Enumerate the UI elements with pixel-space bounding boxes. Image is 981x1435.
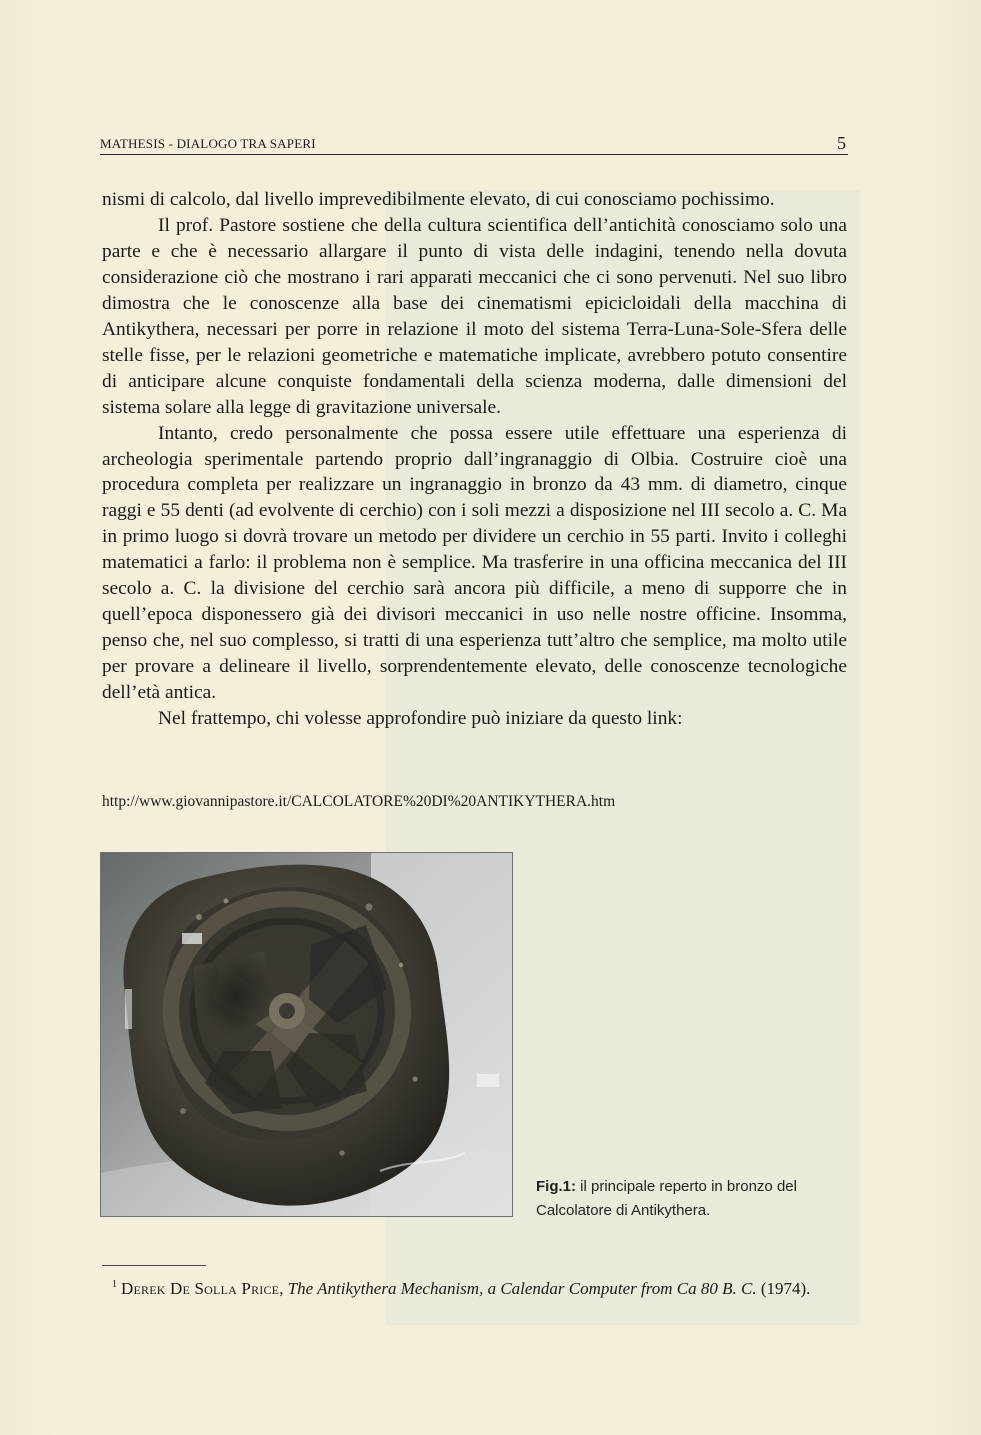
footnote-separator: , [279, 1279, 288, 1298]
paragraph-3: Intanto, credo personalmente che possa essere utile effettuare una esperienza di archeologia sperimentale partendo proprio dall’ingranaggio di Olbia. Costruire cioè una procedura completa per realizzare un ingranaggio in bronzo da 43 mm. di diametro, cinque raggi e 55 denti (ad evolvente di cerchio) con i soli mezzi a disposizione nel III secolo a. C. Ma in primo luogo si dovrà trovare un metodo per dividere un cerchio in 55 parti. Invito i colleghi matematici a farlo: il problema non è semplice. Ma trasferire in una officina meccanica del III secolo a. C. la divisione del cerchio sarà ancora più difficile, a meno di supporre che in quell’epoca disponessero già dei divisori meccanici in uso nelle nostre officine. Insomma, penso che, nel suo complesso, si tratti di una esperienza tutt’altro che semplice, ma molto utile per provare a delineare il livello, sorprendentemente elevato, delle conoscenze tecnologiche dell’età antica. [102, 422, 847, 704]
paragraph-4: Nel frattempo, chi volesse approfondire può iniziare da questo link: [158, 708, 683, 730]
page-number: 5 [837, 133, 846, 153]
footnote-marker: 1 [112, 1279, 117, 1290]
figure-caption-text: il principale reperto in bronzo del Calcolatore di Antikythera. [536, 1178, 797, 1219]
footnote [102, 1272, 848, 1301]
antikythera-fragment-photo [100, 852, 513, 1217]
journal-title: MATHESIS - DIALOGO TRA SAPERI [100, 136, 316, 151]
footnote-year: (1974). [756, 1279, 811, 1298]
footnote-author: Derek De Solla Price [121, 1279, 280, 1298]
reference-link[interactable]: http://www.giovannipastore.it/CALCOLATORE%20DI%20ANTIKYTHERA.htm [102, 793, 616, 810]
paragraph-2: Il prof. Pastore sostiene che della cultura scientifica dell’antichità conosciamo solo una parte e che è necessario allargare il punto di vista delle indagini, tenendo nella dovuta considerazione ciò che mostrano i rari apparati meccanici che ci sono pervenuti. Nel suo libro dimostra che le conoscenze alla base dei cinematismi epicicloidali della macchina di Antikythera, necessari per porre in relazione il moto del sistema Terra-Luna-Sole-Sfera delle stelle fisse, per le relazioni geometriche e matematiche implicate, avrebbero potuto consentire di anticipare alcune conquiste fondamentali della scienza moderna, dalle dimensioni del sistema solare alla legge di gravitazione universale. [102, 214, 847, 418]
footnote-title: The Antikythera Mechanism, a Calendar Computer from Ca 80 B. C. [287, 1279, 757, 1298]
article-body [102, 187, 847, 732]
figure-label: Fig.1: [536, 1178, 576, 1195]
paragraph-1: nismi di calcolo, dal livello imprevedibilmente elevato, di cui conosciamo pochissimo. [102, 189, 775, 210]
running-header [100, 134, 848, 155]
figure-caption [536, 1175, 848, 1223]
footnote-divider [102, 1265, 206, 1266]
